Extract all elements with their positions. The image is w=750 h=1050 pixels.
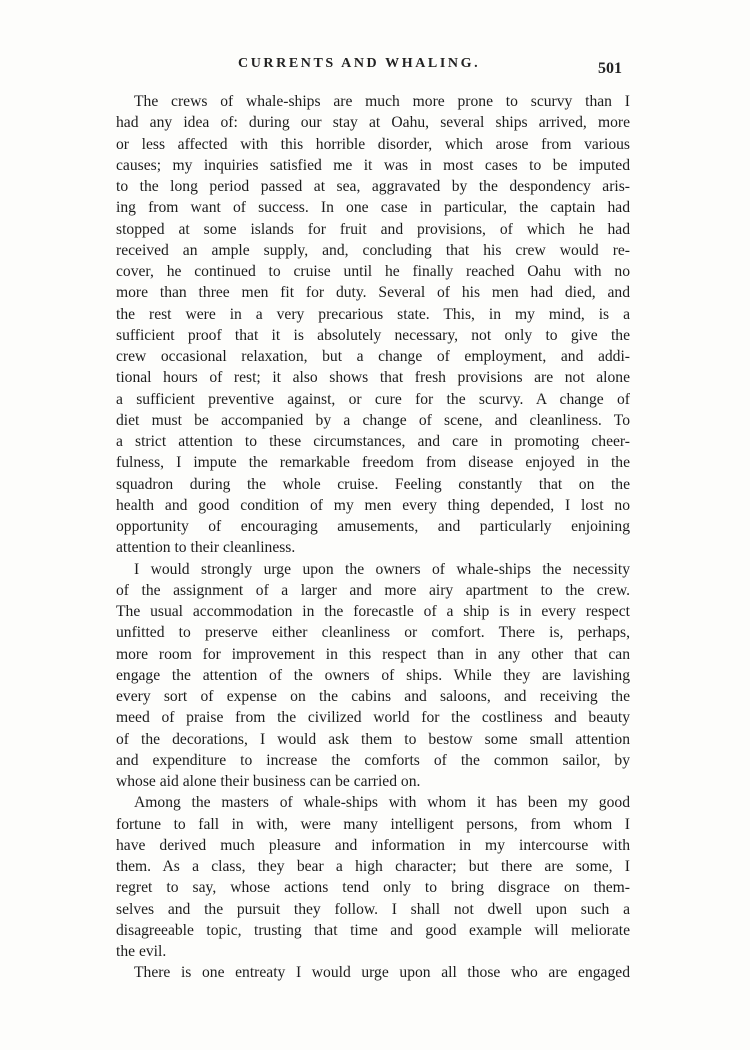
text-line: them. As a class, they bear a high character; but there are some, I	[116, 858, 630, 875]
running-head	[0, 56, 750, 76]
text-line: the evil.	[116, 943, 167, 960]
text-line: more than three men fit for duty. Several of his men had died, and	[116, 284, 630, 302]
text-line: attention to their cleanliness.	[116, 539, 296, 557]
text-line: a strict attention to these circumstances, and care in promoting cheer-	[116, 433, 630, 450]
text-line: of the decorations, I would ask them to bestow some small attention	[116, 730, 630, 748]
text-line: whose aid alone their business can be carried on.	[116, 773, 421, 790]
text-line: crew occasional relaxation, but a change of employment, and addi-	[116, 348, 630, 365]
text-line: a sufficient preventive against, or cure for the scurvy. A change of	[116, 390, 630, 408]
text-line: of the assignment of a larger and more airy apartment to the crew.	[116, 581, 630, 599]
text-line: The usual accommodation in the forecastle of a ship is in every respect	[116, 603, 630, 620]
text-line: meed of praise from the civilized world for the costliness and beauty	[116, 709, 630, 727]
text-line: engage the attention of the owners of ships. While they are lavishing	[116, 666, 630, 684]
text-line: have derived much pleasure and information in my intercourse with	[116, 836, 630, 854]
text-line: squadron during the whole cruise. Feeling constantly that on the	[116, 475, 630, 493]
text-line: and expenditure to increase the comforts of the common sailor, by	[116, 751, 630, 769]
text-line: had any idea of: during our stay at Oahu, several ships arrived, more	[116, 114, 630, 132]
text-line: every sort of expense on the cabins and saloons, and receiving the	[116, 688, 630, 705]
text-line: causes; my inquiries satisfied me it was in most cases to be imputed	[116, 156, 630, 174]
page-number: 501	[598, 60, 622, 77]
text-line: sufficient proof that it is absolutely necessary, not only to give the	[116, 326, 630, 344]
text-line: diet must be accompanied by a change of scene, and cleanliness. To	[116, 411, 630, 429]
text-line: I would strongly urge upon the owners of whale-ships the necessity	[134, 560, 630, 578]
text-line: ing from want of success. In one case in particular, the captain had	[116, 199, 630, 217]
text-line: fulness, I impute the remarkable freedom from disease enjoyed in the	[116, 454, 630, 472]
text-line: more room for improvement in this respect than in any other that can	[116, 645, 630, 663]
text-line: received an ample supply, and, concluding that his crew would re-	[116, 241, 630, 259]
text-line: selves and the pursuit they follow. I shall not dwell upon such a	[116, 900, 630, 918]
text-line: The crews of whale-ships are much more prone to scurvy than I	[134, 93, 630, 110]
text-line: disagreeable topic, trusting that time and good example will meliorate	[116, 921, 630, 939]
text-line: fortune to fall in with, were many intelligent persons, from whom I	[116, 815, 630, 833]
text-line: regret to say, whose actions tend only to bring disgrace on them-	[116, 879, 630, 897]
text-line: There is one entreaty I would urge upon all those who are engaged	[134, 964, 630, 982]
text-line: the rest were in a very precarious state. This, in my mind, is a	[116, 305, 630, 323]
text-line: stopped at some islands for fruit and provisions, of which he had	[116, 220, 630, 238]
text-line: unfitted to preserve either cleanliness or comfort. There is, perhaps,	[116, 624, 630, 642]
text-line: to the long period passed at sea, aggravated by the despondency aris-	[116, 178, 630, 195]
text-line: Among the masters of whale-ships with whom it has been my good	[134, 794, 630, 812]
body-text	[116, 91, 630, 984]
text-line: health and good condition of my men every thing depended, I lost no	[116, 496, 630, 514]
text-line: tional hours of rest; it also shows that fresh provisions are not alone	[116, 369, 630, 387]
text-line: opportunity of encouraging amusements, and particularly enjoining	[116, 518, 630, 535]
text-line: cover, he continued to cruise until he finally reached Oahu with no	[116, 263, 630, 280]
text-line: or less affected with this horrible disorder, which arose from various	[116, 135, 630, 153]
running-title: CURRENTS AND WHALING.	[238, 56, 481, 71]
